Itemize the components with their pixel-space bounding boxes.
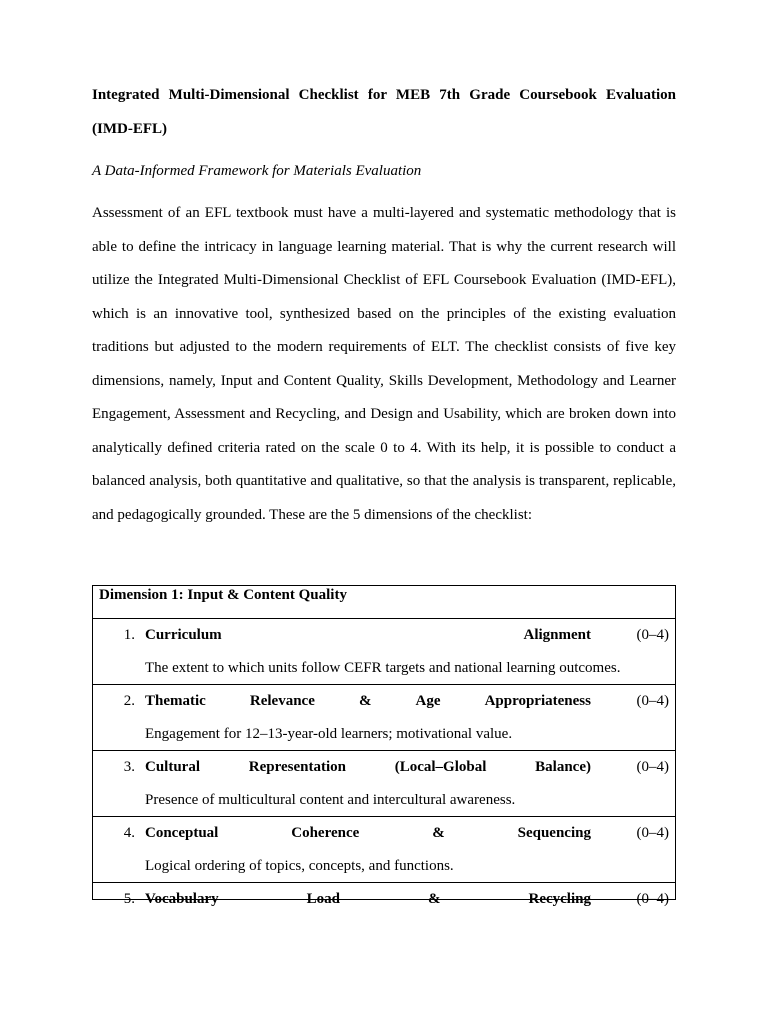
criterion-row bbox=[93, 751, 676, 817]
criterion-score-range: (0–4) bbox=[636, 891, 669, 907]
criterion-row bbox=[93, 817, 676, 883]
criterion-row bbox=[93, 883, 676, 907]
criterion-heading-word: Conceptual bbox=[145, 825, 219, 841]
document-subtitle: A Data-Informed Framework for Materials Evaluation bbox=[92, 163, 422, 179]
criterion-description: Presence of multicultural content and intercultural awareness. bbox=[145, 792, 516, 808]
criterion-heading-word: (Local–Global bbox=[394, 759, 487, 775]
criterion-number: 3. bbox=[123, 759, 135, 775]
intro-paragraph: Assessment of an EFL textbook must have a multi-layered and systematic methodology that is able to define the intricacy in language learning material. That is why the current research will utilize the Integrated Multi-Dimensional Checklist of EFL Coursebook Evaluation (IMD-EFL), which is an innovative tool, synthesized based on the principles of the existing evaluation traditions but adjusted to the modern requirements of ELT. The checklist consists of five key dimensions, namely, Input and Content Quality, Skills Development, Methodology and Learner Engagement, Assessment and Recycling, and Design and Usability, which are broken down into analytically defined criteria rated on the scale 0 to 4. With its help, it is possible to conduct a balanced analysis, both quantitative and qualitative, so that the analysis is transparent, replicable, and pedagogically grounded. These are the 5 dimensions of the checklist: bbox=[92, 205, 676, 523]
criterion-heading-word: & bbox=[432, 825, 445, 841]
dimension-title: Dimension 1: Input & Content Quality bbox=[99, 587, 347, 603]
document-title-line2: (IMD-EFL) bbox=[92, 121, 167, 137]
criterion-score-range: (0–4) bbox=[636, 759, 669, 775]
dimension-table bbox=[92, 585, 676, 907]
criterion-description: The extent to which units follow CEFR targets and national learning outcomes. bbox=[145, 660, 621, 676]
criterion-heading-word: Thematic bbox=[145, 693, 206, 709]
criterion-heading-word: Curriculum bbox=[145, 627, 222, 643]
criterion-heading-word: & bbox=[358, 693, 372, 709]
criterion-description: Logical ordering of topics, concepts, and functions. bbox=[145, 858, 454, 874]
criterion-heading-word: & bbox=[427, 891, 441, 907]
criterion-heading-word: Representation bbox=[248, 759, 346, 775]
criterion-heading-word: Appropriateness bbox=[484, 693, 591, 709]
criterion-heading-word: Age bbox=[415, 693, 441, 709]
criterion-heading bbox=[145, 627, 591, 644]
criterion-heading-word: Alignment bbox=[523, 627, 591, 643]
criterion-score-range: (0–4) bbox=[636, 693, 669, 709]
document-title-line1: Integrated Multi-Dimensional Checklist for MEB 7th Grade Coursebook Evaluation bbox=[92, 87, 676, 103]
criterion-heading bbox=[145, 825, 591, 842]
criterion-heading-word: Relevance bbox=[249, 693, 315, 709]
criterion-heading bbox=[145, 759, 591, 776]
criterion-score-range: (0–4) bbox=[636, 627, 669, 643]
criterion-description: Engagement for 12–13-year-old learners; motivational value. bbox=[145, 726, 513, 742]
criterion-heading bbox=[145, 891, 591, 908]
dimension-header bbox=[93, 586, 676, 619]
criterion-heading-word: Coherence bbox=[291, 825, 360, 841]
criterion-heading-word: Vocabulary bbox=[145, 891, 219, 907]
criterion-heading bbox=[145, 693, 591, 710]
criterion-number: 1. bbox=[123, 627, 135, 643]
criterion-heading-word: Sequencing bbox=[517, 825, 591, 841]
criterion-score-range: (0–4) bbox=[636, 825, 669, 841]
criterion-heading-word: Balance) bbox=[535, 759, 591, 775]
document-body bbox=[92, 78, 676, 532]
criterion-heading-word: Cultural bbox=[145, 759, 201, 775]
criterion-row bbox=[93, 619, 676, 685]
criterion-number: 5. bbox=[123, 891, 135, 907]
criterion-heading-word: Recycling bbox=[528, 891, 591, 907]
criterion-heading-word: Load bbox=[306, 891, 340, 907]
criterion-number: 4. bbox=[123, 825, 135, 841]
criterion-row bbox=[93, 685, 676, 751]
criterion-number: 2. bbox=[123, 693, 135, 709]
